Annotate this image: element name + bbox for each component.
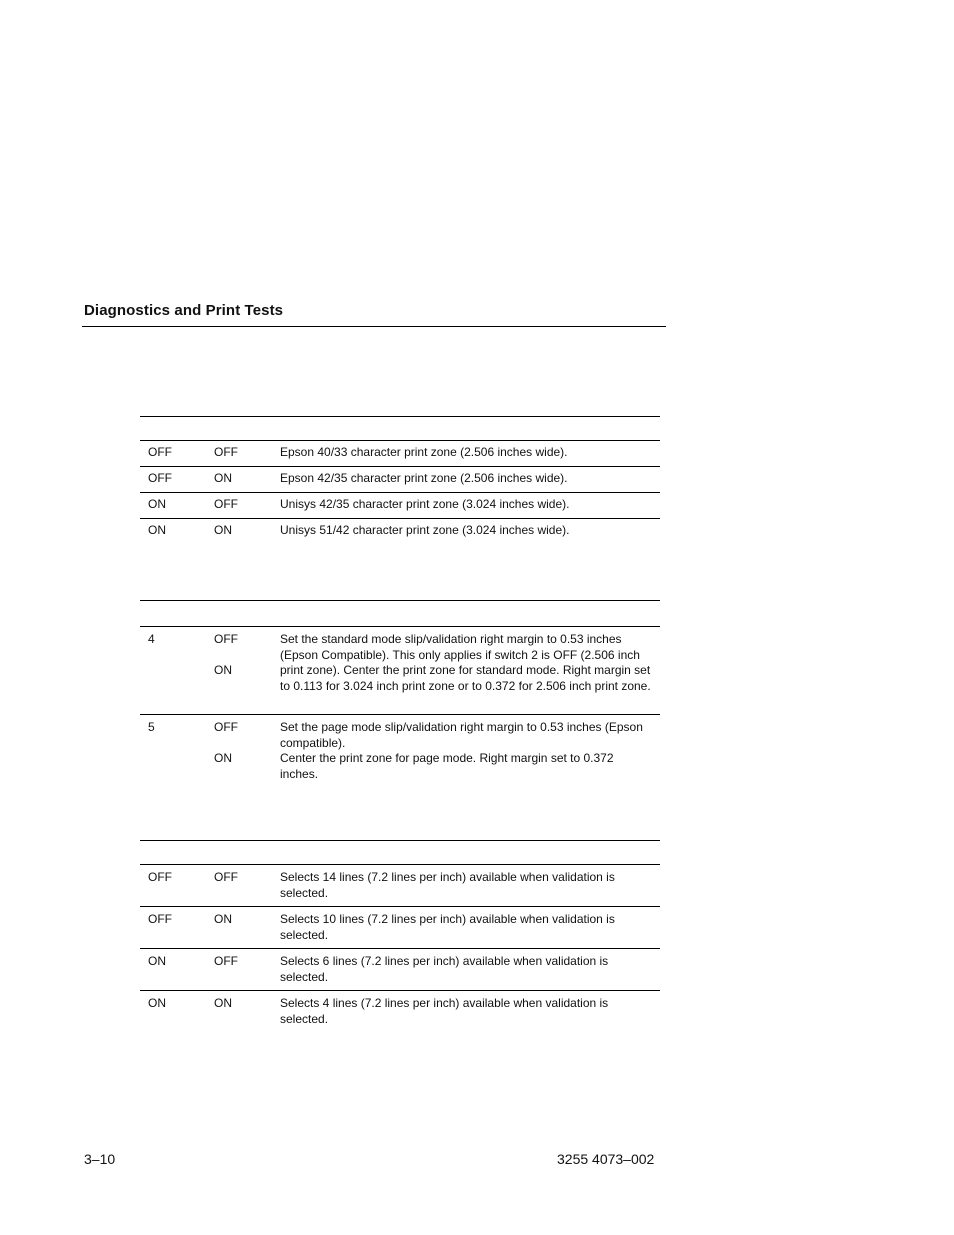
table-row <box>140 466 660 492</box>
switch-2-value: ON <box>214 912 232 926</box>
table-row <box>140 714 660 795</box>
table-row <box>140 906 660 948</box>
switch-1-value: ON <box>148 523 166 537</box>
table-header-rule <box>140 840 660 864</box>
row-description: Set the standard mode slip/validation right margin to 0.53 inches (Epson Compatible). This only applies if switch 2 is OFF (2.506 inch print zone). Center the print zone for standard mode. Right margin set to 0.113 for 3.024 inch print zone or to 0.372 for 2.506 inch print zone. <box>280 632 651 693</box>
switch-off-label: OFF <box>214 720 238 734</box>
switch-1-value: ON <box>148 497 166 511</box>
table-header-rule <box>140 416 660 440</box>
validation-lines-table <box>140 840 660 1032</box>
row-description: Epson 42/35 character print zone (2.506 inches wide). <box>280 471 568 485</box>
section-heading: Diagnostics and Print Tests <box>84 302 284 319</box>
document-number: 3255 4073–002 <box>557 1151 655 1167</box>
switch-2-value: ON <box>214 996 232 1010</box>
row-description: Unisys 51/42 character print zone (3.024 inches wide). <box>280 523 570 537</box>
heading-rule <box>82 326 666 327</box>
table-row <box>140 492 660 518</box>
switch-setting <box>214 720 238 767</box>
switch-setting <box>214 632 238 679</box>
margin-table <box>140 600 660 795</box>
print-zone-table <box>140 416 660 544</box>
row-description: Selects 6 lines (7.2 lines per inch) available when validation is selected. <box>280 954 609 984</box>
table-row <box>140 864 660 906</box>
row-description: Epson 40/33 character print zone (2.506 inches wide). <box>280 445 568 459</box>
switch-1-value: OFF <box>148 445 172 459</box>
row-description <box>280 720 652 782</box>
switch-1-value: ON <box>148 996 166 1010</box>
table-row <box>140 440 660 466</box>
table-row <box>140 518 660 544</box>
table-row <box>140 990 660 1032</box>
row-description: Selects 10 lines (7.2 lines per inch) available when validation is selected. <box>280 912 615 942</box>
switch-2-value: OFF <box>214 870 238 884</box>
switch-1-value: OFF <box>148 471 172 485</box>
switch-2-value: OFF <box>214 497 238 511</box>
switch-2-value: OFF <box>214 954 238 968</box>
switch-1-value: OFF <box>148 912 172 926</box>
switch-2-value: OFF <box>214 445 238 459</box>
switch-1-value: OFF <box>148 870 172 884</box>
switch-on-label: ON <box>214 751 232 765</box>
switch-off-label: OFF <box>214 632 238 646</box>
switch-1-value: ON <box>148 954 166 968</box>
page-number: 3–10 <box>84 1151 116 1167</box>
description-off: Set the page mode slip/validation right margin to 0.53 inches (Epson compatible). <box>280 720 643 750</box>
row-description: Selects 4 lines (7.2 lines per inch) available when validation is selected. <box>280 996 609 1026</box>
table-row <box>140 626 660 714</box>
row-description: Unisys 42/35 character print zone (3.024 inches wide). <box>280 497 570 511</box>
row-description: Selects 14 lines (7.2 lines per inch) available when validation is selected. <box>280 870 615 900</box>
switch-2-value: ON <box>214 523 232 537</box>
description-on: Center the print zone for page mode. Right margin set to 0.372 inches. <box>280 751 614 781</box>
switch-on-label: ON <box>214 663 232 677</box>
switch-number: 5 <box>148 720 155 734</box>
table-header-rule <box>140 600 660 626</box>
switch-2-value: ON <box>214 471 232 485</box>
switch-number: 4 <box>148 632 155 646</box>
table-row <box>140 948 660 990</box>
